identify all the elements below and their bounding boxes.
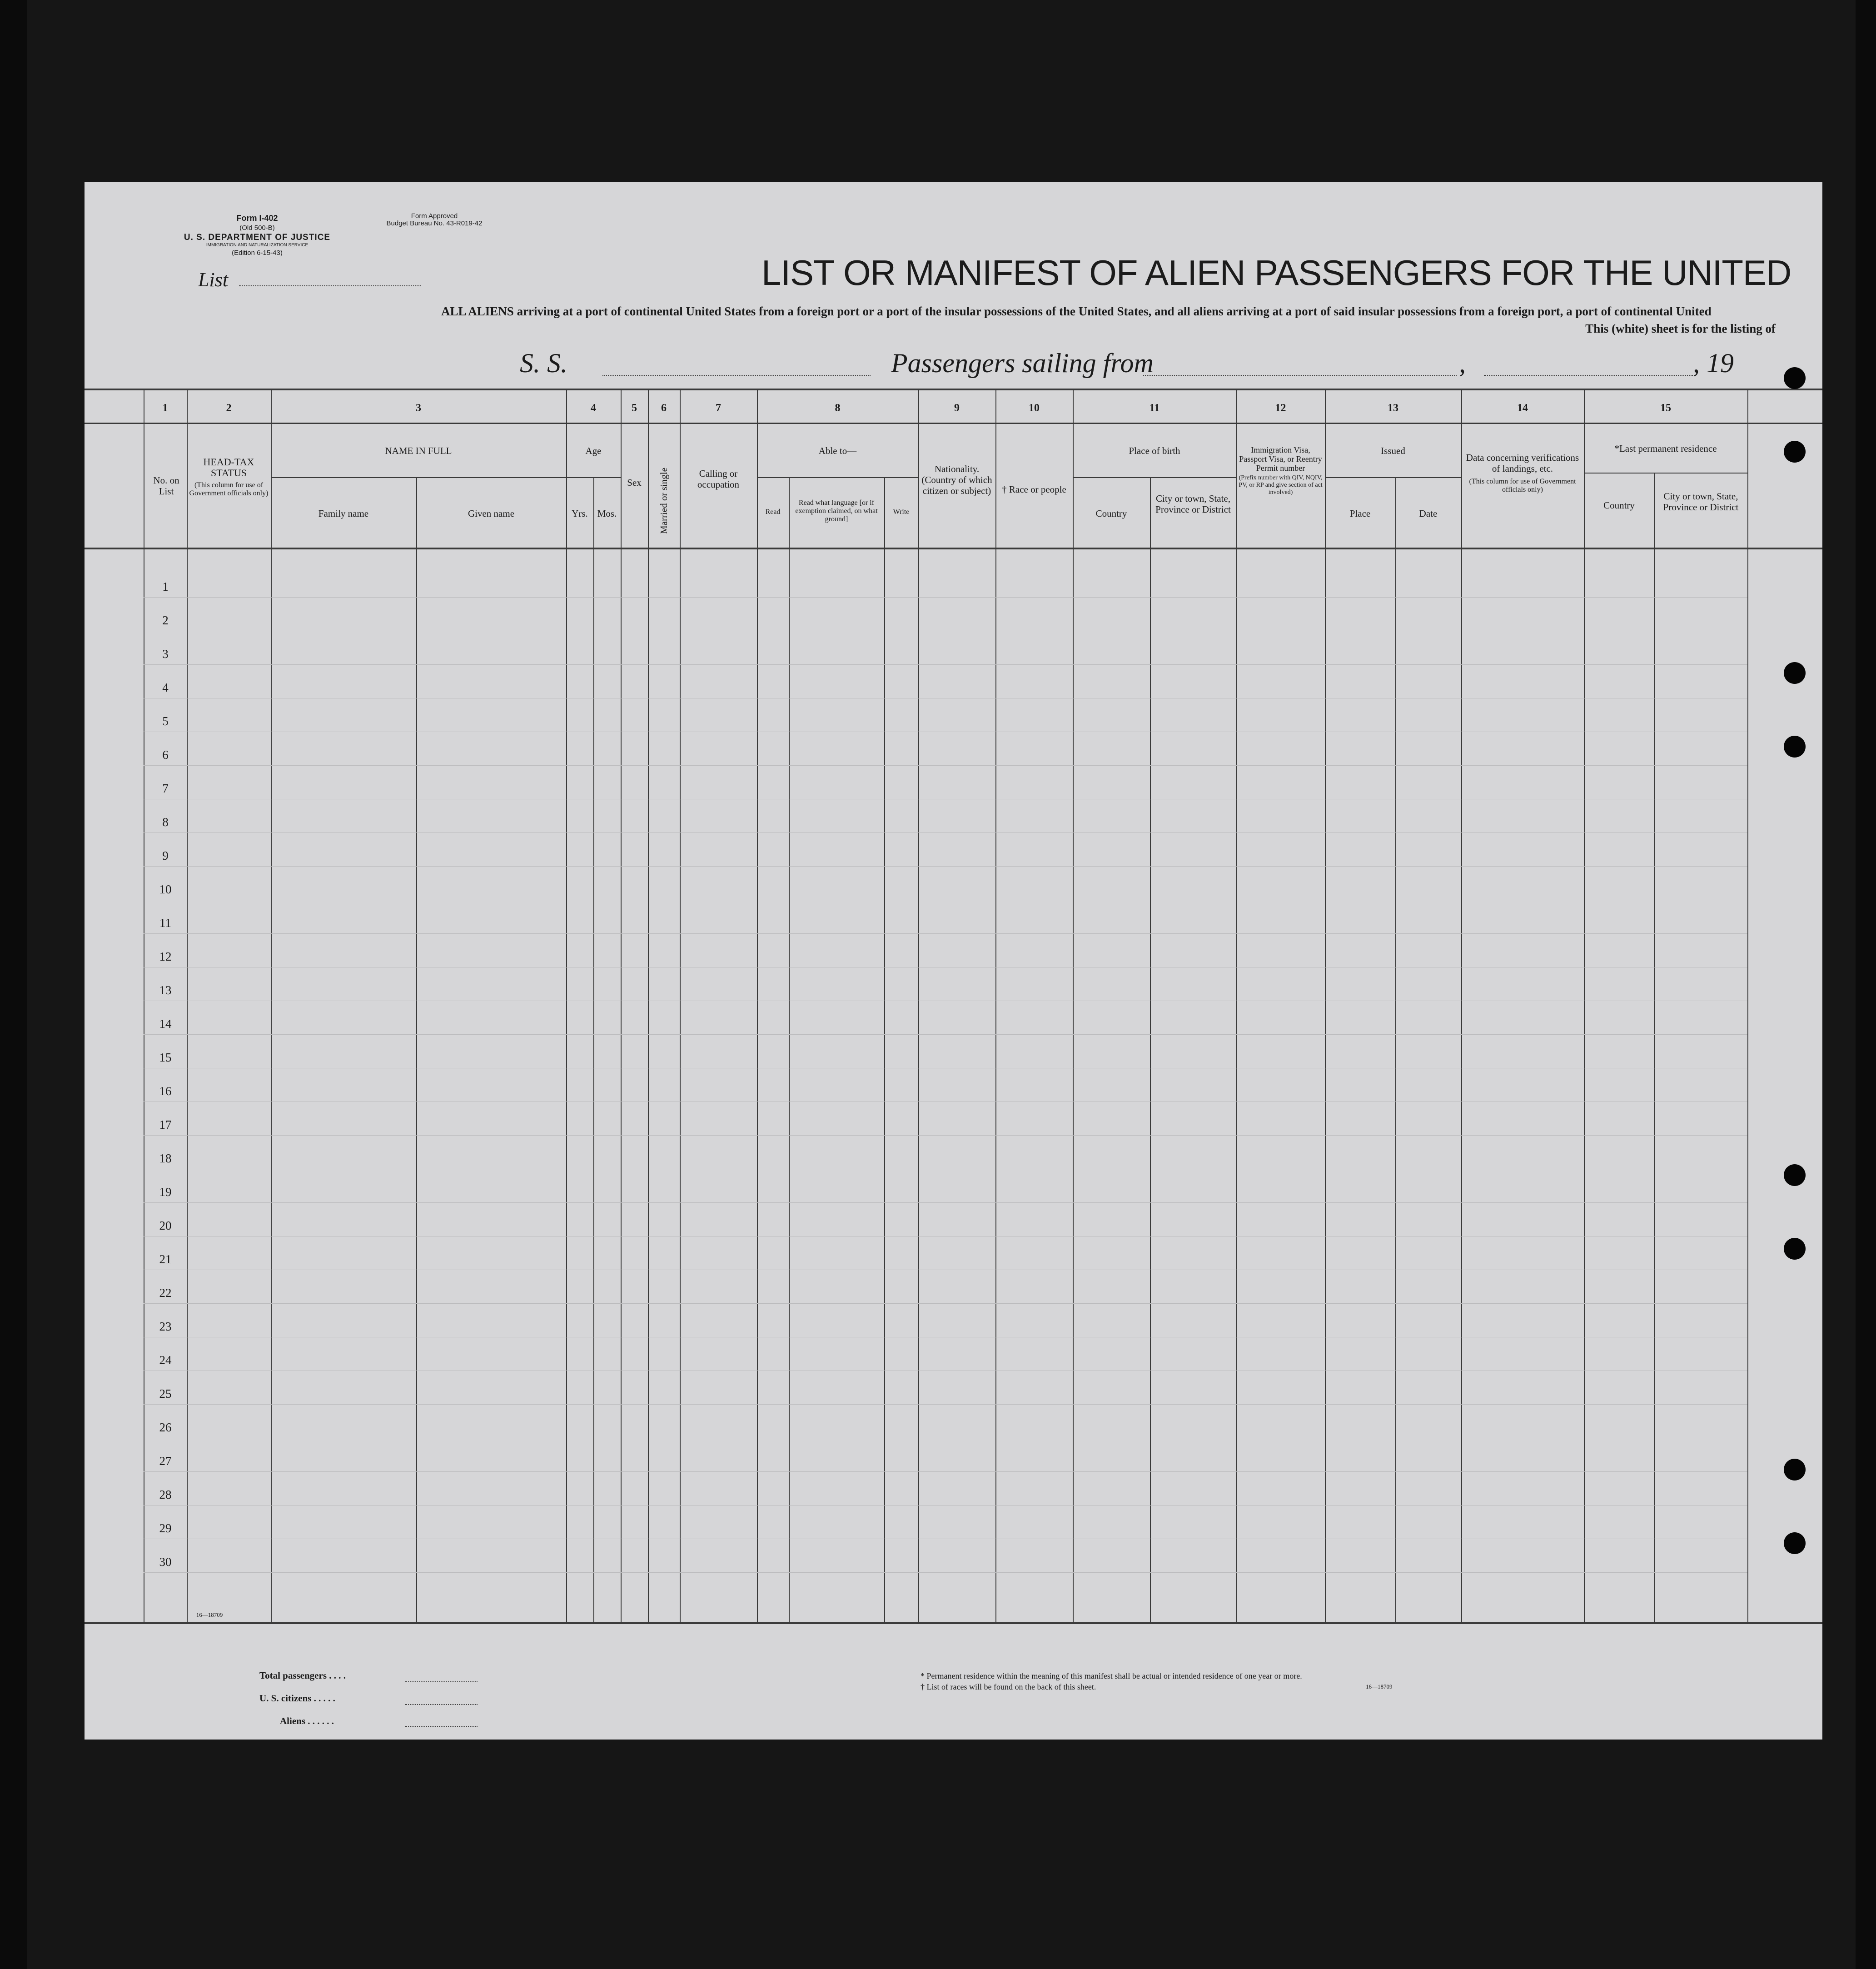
list-label: List: [198, 269, 229, 291]
list-number-line: [239, 285, 421, 286]
row-number: 17: [159, 1118, 172, 1132]
form-old-number: (Old 500-B): [239, 224, 275, 232]
vrule-15a: [1654, 473, 1655, 1622]
vrule-7: [757, 389, 758, 1622]
hdr-able-to: Able to—: [818, 445, 857, 456]
hdr-residence-city: City or town, State, Province or District: [1663, 491, 1739, 513]
col-num-12: 12: [1275, 402, 1286, 414]
hdr-data-concerning-note: (This column for use of Government officials only): [1469, 478, 1576, 493]
row-number: 18: [159, 1151, 172, 1165]
vrule-14: [1584, 389, 1585, 1622]
row-number: 23: [159, 1320, 172, 1333]
row-number: 2: [162, 613, 169, 627]
form-edition: (Edition 6-15-43): [232, 249, 283, 257]
total-passengers-label: Total passengers . . . .: [259, 1670, 346, 1681]
date-line: [1484, 375, 1693, 376]
row-number: 9: [162, 849, 169, 862]
row-number: 30: [159, 1555, 172, 1569]
row-rule: [144, 1202, 1747, 1203]
vrule-11: [1236, 389, 1237, 1622]
col-num-3: 3: [416, 402, 421, 414]
col-num-4: 4: [591, 402, 596, 414]
punch-hole: [1784, 1459, 1806, 1480]
col-num-11: 11: [1149, 402, 1160, 414]
row-number: 11: [159, 916, 171, 930]
hdr-write: Write: [893, 508, 910, 516]
vrule-4: [621, 389, 622, 1622]
vrule-13a: [1395, 477, 1396, 1622]
hdr-issued-place: Place: [1349, 508, 1371, 519]
punch-hole: [1784, 736, 1806, 758]
row-number: 16: [159, 1084, 172, 1098]
hdr-read: Read: [765, 508, 781, 516]
row-number: 3: [162, 647, 169, 661]
hdr-read-language: Read what language [or if exemption claimed, on what ground]: [795, 499, 878, 523]
hdr-data-concerning: [1466, 452, 1579, 494]
hdr-visa: [1239, 445, 1323, 496]
hdr-yrs: Yrs.: [572, 508, 588, 519]
service-name: IMMIGRATION AND NATURALIZATION SERVICE: [206, 243, 309, 248]
col-num-1: 1: [162, 402, 168, 414]
row-number: 29: [159, 1521, 172, 1535]
vrule-8: [918, 389, 919, 1622]
row-number: 21: [159, 1252, 172, 1266]
sailing-from-label: Passengers sailing from: [891, 348, 1154, 378]
row-rule: [144, 1404, 1747, 1405]
footer-code: 16—18709: [1366, 1683, 1393, 1690]
row-number: 27: [159, 1454, 172, 1468]
year-label: , 19: [1693, 348, 1734, 378]
total-passengers-line: [405, 1681, 478, 1682]
row-rule: [144, 832, 1747, 833]
hdr-sex: Sex: [627, 477, 642, 488]
manifest-sheet: [85, 182, 1822, 1740]
row-number: 19: [159, 1185, 172, 1199]
hdr-issued: Issued: [1381, 445, 1405, 456]
col-num-13: 13: [1388, 402, 1398, 414]
row-number: 12: [159, 950, 172, 963]
subtitle-line-2: This (white) sheet is for the listing of: [1585, 322, 1776, 335]
row-number: 22: [159, 1286, 172, 1300]
col-num-8: 8: [835, 402, 841, 414]
hdr-head-tax: [189, 457, 269, 498]
hdr-family-name: Family name: [318, 508, 369, 519]
row-rule: [144, 866, 1747, 867]
row-rule: [144, 1034, 1747, 1035]
row-rule: [144, 765, 1747, 766]
row-number: 13: [159, 983, 172, 997]
approval-block: [366, 213, 503, 227]
row-number: 8: [162, 815, 169, 829]
approval-text: Form Approved: [411, 212, 458, 220]
row-rule: [144, 664, 1747, 665]
row-number: 10: [159, 882, 172, 896]
us-citizens-label: U. S. citizens . . . . .: [259, 1693, 335, 1704]
vrule-11a: [1150, 477, 1151, 1622]
hdr-nationality: Nationality. (Country of which citizen or subject): [921, 464, 992, 496]
vrule-9: [995, 389, 996, 1622]
film-edge-left: [0, 0, 27, 1969]
vrule-15: [1747, 389, 1748, 1622]
print-code: 16—18709: [196, 1611, 223, 1618]
footnote-residence: * Permanent residence within the meaning of this manifest shall be actual or intended residence of one year or more.: [921, 1671, 1302, 1680]
ss-label: S. S.: [520, 348, 567, 378]
col-num-5: 5: [632, 402, 637, 414]
col-num-2: 2: [226, 402, 232, 414]
col-num-6: 6: [661, 402, 667, 414]
row-rule: [144, 933, 1747, 934]
col-num-7: 7: [716, 402, 721, 414]
hdr-calling: Calling or occupation: [697, 468, 740, 490]
hdr-visa-note: (Prefix number with QIV, NQIV, PV, or RP and give section of act involved): [1239, 474, 1323, 496]
hdr-issued-date: Date: [1419, 508, 1438, 519]
vrule-13: [1461, 389, 1462, 1622]
punch-hole: [1784, 1238, 1806, 1260]
hdr-visa-title: Immigration Visa, Passport Visa, or Reentry Permit number: [1239, 445, 1322, 473]
hdr-race: † Race or people: [1002, 484, 1066, 495]
row-number: 26: [159, 1421, 172, 1434]
row-number: 5: [162, 714, 169, 728]
row-number: 14: [159, 1017, 172, 1031]
punch-hole: [1784, 367, 1806, 389]
punch-hole: [1784, 1532, 1806, 1554]
hdr-name-in-full: NAME IN FULL: [385, 445, 452, 456]
rule-table-bottom: [85, 1622, 1822, 1624]
col-num-10: 10: [1029, 402, 1040, 414]
port-line: [1143, 375, 1457, 376]
row-rule: [144, 1303, 1747, 1304]
film-edge-right: [1856, 0, 1876, 1969]
hdr-residence-country: Country: [1603, 500, 1635, 511]
department-name: U. S. DEPARTMENT OF JUSTICE: [184, 233, 331, 242]
hdr-last-residence: *Last permanent residence: [1614, 443, 1717, 454]
row-rule: [144, 1471, 1747, 1472]
vrule-5: [648, 389, 649, 1622]
vrule-2: [271, 389, 272, 1622]
hdr-data-concerning-title: Data concerning verifications of landings, etc.: [1466, 452, 1579, 474]
comma-label: ,: [1459, 348, 1466, 378]
hdr-given-name: Given name: [468, 508, 515, 519]
vrule-6: [680, 389, 681, 1622]
row-number: 25: [159, 1387, 172, 1401]
rule-issued-split: [1325, 477, 1461, 478]
row-number: 20: [159, 1219, 172, 1232]
row-number: 6: [162, 748, 169, 762]
punch-hole: [1784, 1164, 1806, 1186]
vrule-3a: [416, 477, 417, 1622]
punch-hole: [1784, 441, 1806, 463]
vrule-8b: [884, 477, 885, 1622]
row-rule: [144, 1135, 1747, 1136]
footnote-races: † List of races will be found on the back of this sheet.: [921, 1682, 1096, 1691]
rule-header-bottom: [85, 548, 1822, 549]
row-number: 7: [162, 782, 169, 795]
vrule-3: [566, 389, 567, 1622]
vrule-8a: [789, 477, 790, 1622]
rule-able-split: [757, 477, 918, 478]
row-number: 1: [162, 580, 169, 593]
col-num-9: 9: [954, 402, 960, 414]
page-title: LIST OR MANIFEST OF ALIEN PASSENGERS FOR THE UNITED: [761, 253, 1791, 293]
vrule-1: [187, 389, 188, 1622]
rule-residence-split: [1584, 473, 1747, 474]
hdr-head-tax-title: HEAD-TAX STATUS: [203, 456, 254, 479]
col-num-15: 15: [1660, 402, 1671, 414]
row-number: 24: [159, 1353, 172, 1367]
vrule-4a: [593, 477, 594, 1622]
hdr-birth-city: City or town, State, Province or District: [1155, 493, 1231, 515]
subtitle-line-1: ALL ALIENS arriving at a port of continental United States from a foreign port or a port of the insular possessions of the United States, and all aliens arriving at a port of said insular possessions from a foreign port, a port of continental United: [441, 304, 1712, 318]
hdr-age: Age: [585, 445, 602, 456]
hdr-mos: Mos.: [597, 508, 617, 519]
hdr-head-tax-note: (This column for use of Government officials only): [189, 481, 269, 497]
vrule-12: [1325, 389, 1326, 1622]
form-header: [175, 214, 339, 258]
rule-top: [85, 389, 1822, 390]
aliens-line: [405, 1726, 478, 1727]
budget-number: Budget Bureau No. 43-R019-42: [386, 219, 483, 227]
hdr-married: Married or single: [658, 468, 669, 534]
row-rule: [144, 1572, 1747, 1573]
vrule-10: [1073, 389, 1074, 1622]
rule-birth-split: [1073, 477, 1236, 478]
rule-colnums: [85, 423, 1822, 424]
hdr-place-of-birth: Place of birth: [1129, 445, 1180, 456]
form-number: Form I-402: [236, 214, 278, 223]
aliens-label: Aliens . . . . . .: [280, 1715, 334, 1726]
row-number: 4: [162, 681, 169, 694]
col-num-14: 14: [1517, 402, 1528, 414]
row-rule: [144, 597, 1747, 598]
row-number: 28: [159, 1488, 172, 1501]
hdr-no-on-list: No. on List: [153, 475, 179, 497]
row-number: 15: [159, 1051, 172, 1064]
rule-name-split: [271, 477, 566, 478]
us-citizens-line: [405, 1704, 478, 1705]
hdr-birth-country: Country: [1095, 508, 1127, 519]
punch-hole: [1784, 662, 1806, 684]
ship-name-line: [602, 375, 871, 376]
